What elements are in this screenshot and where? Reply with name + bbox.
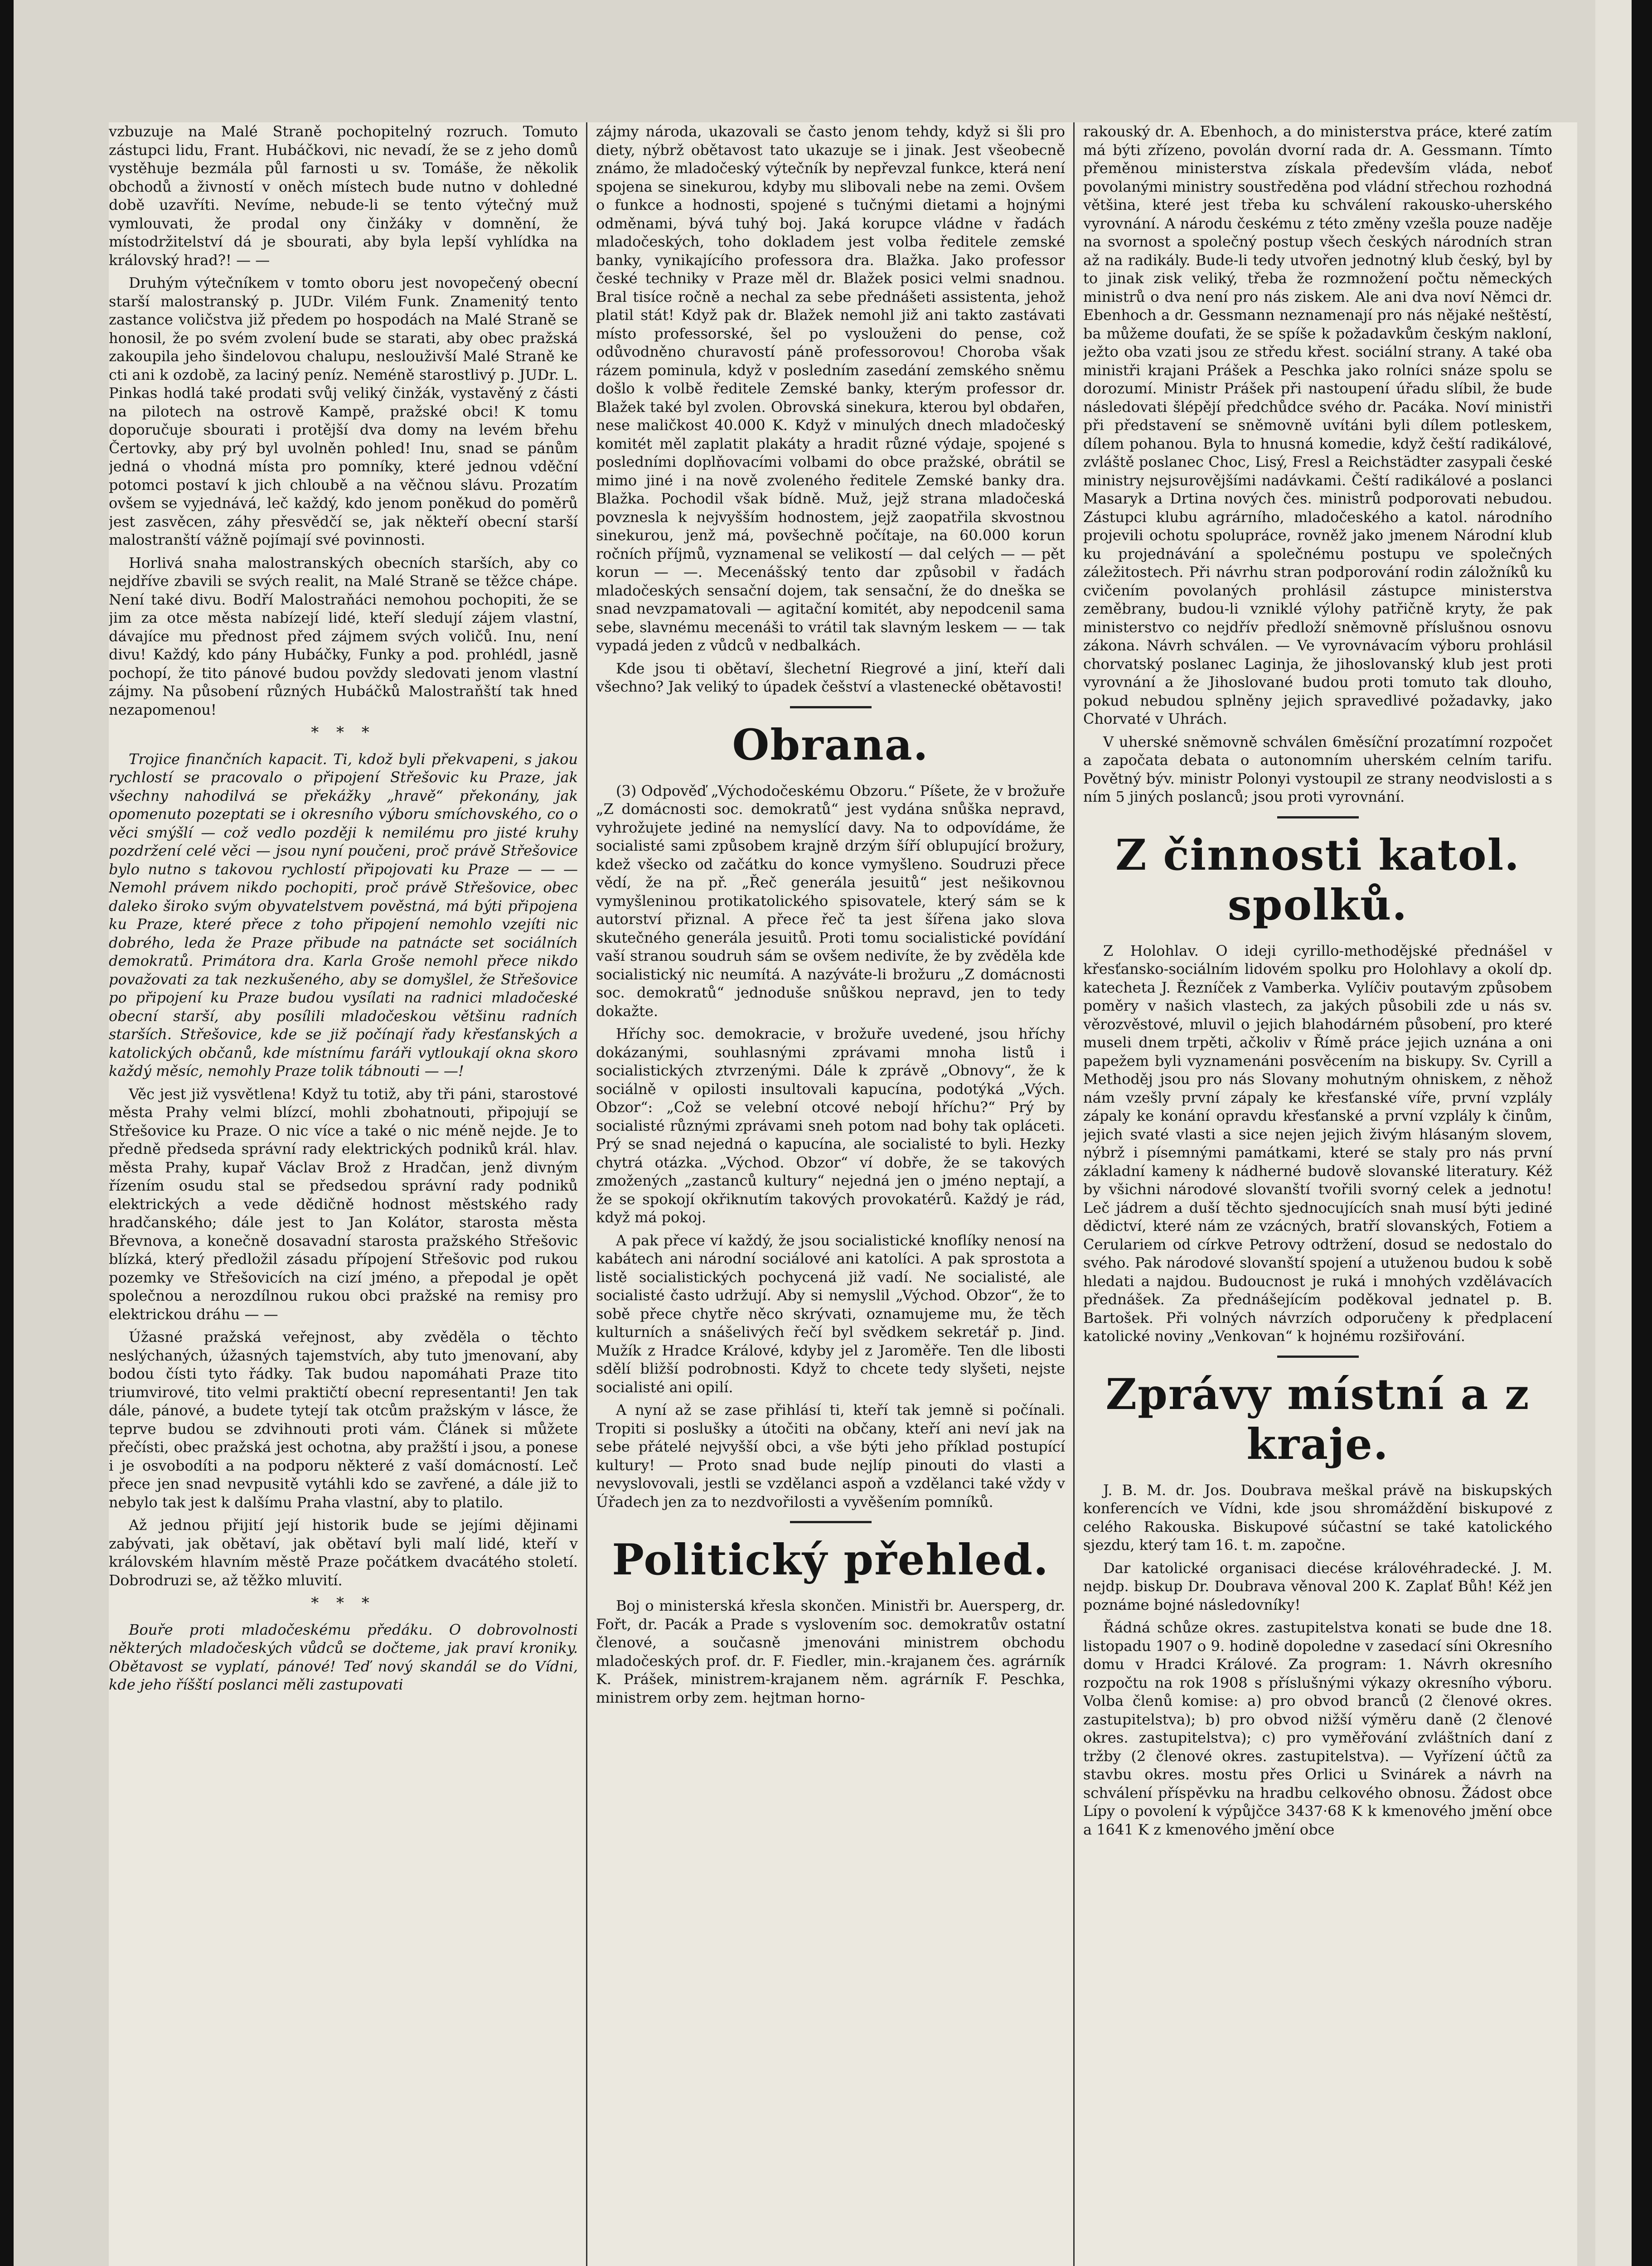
paragraph: A pak přece ví každý, že jsou socialistické knoflíky nenosí na kabátech ani národní sociálové ani katolíci. A pak sprostota a listě socialistických pochycená již vadí. Ne socialisté, ale socialisté často udržují. Aby si nemyslil „Východ. Obzor“, že to sobě přece chytře něco skrývati, oznamujeme mu, že těch kulturních a snášelivých řečí byl svědkem sekretář p. Jind. Mužík z Hradce Králové, kdyby jel z Jaroměře. Ten dle libosti sdělí bližší podrobnosti. Když to chcete tedy slyšeti, nejste socialisté ani opilí. (596, 1231, 1065, 1396)
paragraph: zájmy národa, ukazovali se často jenom tehdy, když si šli pro diety, nýbrž obětavost tato ukazuje se i jinak. Jest všeobecně známo, že mladočeský výtečník by nepřevzal funkce, která není spojena se sinekurou, kdyby mu slibovali nebe na zemi. Ovšem o funkce a hodnosti, spojené s tučnými dietami a hojnými odměnami, bývá tuhý boj. Jaká korupce vládne v řadách mladočeských, toho dokladem jest volba ředitele zemské banky, vynikajícího professora dra. Blažka. Jako professor české techniky v Praze měl dr. Blažek posici velmi snadnou. Bral tisíce ročně a nechal za sebe přednášeti assistenta, jehož platil stát! Když pak dr. Blažek nemohl již ani takto zastávati místo professorské, šel po vyslouženi do pense, což odůvodněno churavostí páně professorovou! Choroba však rázem pominula, když v posledním zasedání zemského sněmu došlo k volbě ředitele Zemské banky, kterým professor dr. Blažek také byl zvolen. Obrovská sinekura, kterou byl obdařen, nese maličkost 40.000 K. Když v minulých dnech mladočeský komitét měl zaplatit plakáty a hradit různé výdaje, spojené s posledními doplňovacími volbami do obce pražské, obrátil se mimo jiné i na nově zvoleného ředitele Zemské banky dra. Blažka. Pochodil však bídně. Muž, jejž strana mladočeská povznesla k nejvyšším hodnostem, jejž zaopatřila skvostnou sinekurou, jenž má, povšechně počítaje, na 60.000 korun ročních příjmů, vyznamenal se velikostí — dal celých — — pět korun — —. Mecenášský tento dar způsobil v řadách mladočeských sensační dojem, tak sensační, že do dneška se snad nevzpamatovali — agitační komitét, aby nepodcenil sama sebe, slavnému mecenáši to vrátil tak slavným leskem — — tak vypadá jeden z vůdců v nedbalkách. (596, 123, 1065, 654)
short-rule (790, 706, 872, 708)
scan-frame-left (0, 0, 14, 2266)
paragraph: Kde jsou ti obětaví, šlechetní Riegrové a jiní, kteří dali všechno? Jak veliký to úpadek češství a vlastenecké obětavosti! (596, 659, 1065, 695)
paragraph: Z Holohlav. O ideji cyrillo-methodějské přednášel v křesťansko-sociálním lidovém spolku pro Holohlavy a okolí dp. katecheta J. Řezníček z Vamberka. Vylíčiv poutavým způsobem poměry v našich vlastech, za jakých působili zde u nás sv. věrozvěstové, mluvil o jejich blahodárném působení, pro které museli dnem trpěti, ačkoliv v Římě práce jejich uznána a oni papežem byli vyznamenáni posvěcením na biskupy. Sv. Cyrill a Methoděj jsou pro nás Slovany mohutným ohniskem, z něhož nám vzešly první zápaly ke křesťanské víře, první vzplály zápaly ke konání opravdu křesťanské a první vzplály k činům, jejich svaté vlasti a sice nejen jejich živým hlásaným slovem, nýbrž i písemnými památkami, které se staly pro nás první základní kameny k nádherné budově slovanské literatury. Kéž by všichni národové slovanští tvořili svorný celek a jednotu! Leč jádrem a duší těchto sjednocujících snah musí býti jediné dědictví, které nám ze vzácných, bratří slovanských, Fotiem a Cerulariem od církve Petrovy odtržení, dosud se nedostalo do svého. Pak národové slovanští spojení a utuženou budou k sobě hledati a najdou. Budoucnost je ruká i mnohých vzdělávacích přednášek. Za přednášejícím poděkoval jednatel p. B. Bartošek. Při volných návrzích odporučeny k předplacení katolické noviny „Venkovan“ k hojnému rozšiřování. (1083, 942, 1552, 1345)
paragraph: vzbuzuje na Malé Straně pochopitelný rozruch. Tomuto zástupci lidu, Frant. Hubáčkovi, nic nevadí, že se z jeho domů vystěhuje bezmála půl farnosti u sv. Tomáše, že několik obchodů a živností v oněch místech bude nutno v dohledné době uzavříti. Nevíme, nebude-li se tento výtečný muž vymlouvati, že prodal ony činžáky v domnění, že místodržitelství dá je sbourati, aby byla lepší vyhlídka na královský hrad?! — — (109, 123, 578, 269)
column-1 (109, 122, 578, 2266)
section-heading-katol-spolky: Z činnosti katol. spolků. (1115, 830, 1521, 930)
paragraph: Horlivá snaha malostranských obecních starších, aby co nejdříve zbavili se svých realit, na Malé Straně se těžce chápe. Není také divu. Bodří Malostraňáci nemohou pochopiti, že se jim za otce města nabízejí lidé, kteří sledují zájem vlastní, dávajíce mu přednost před zájmem svých voličů. Inu, není divu! Každý, kdo pány Hubáčky, Funky a pod. prohlédl, jasně pochopí, že tito pánové budou povždy sledovati jenom vlastní zájmy. Na působení různých Hubáčků Malostraňští tak hned nezapomenou! (109, 554, 578, 718)
paragraph: Věc jest již vysvětlena! Když tu totiž, aby tři páni, starostové města Prahy velmi blízcí, mohli zbohatnouti, připojují se Střešovice ku Praze. O nic více a také o nic méně nejde. Je to předně předseda správní rady elektrických podniků král. hlav. města Prahy, kupař Václav Brož z Hradčan, jenž divným řízením osudu stal se předsedou správní rady podniků elektrických a vede dědičně hodnost městského rady hradčanského; dále jest to Jan Kolátor, starosta města Břevnova, a konečně dosavadní starosta pražského Střešovic blízká, který předložil zásadu přípojení Střešovic pod rukou pozemky ve Střešovicích na cizí jméno, a přepodal je opět společnou a nerozdílnou rukou obci pražské na remisy pro elektrickou dráhu — — (109, 1085, 578, 1323)
short-rule (790, 1521, 872, 1523)
column-rule (1073, 122, 1075, 2266)
paragraph: V uherské sněmovně schválen 6měsíční prozatímní rozpočet a započata debata o autonomním uherském celním tarifu. Povětný býv. ministr Polonyi vystoupil ze strany neodvislosti a s ním 5 jiných poslanců; jsou proti vyrovnání. (1083, 733, 1552, 805)
paragraph: Řádná schůze okres. zastupitelstva konati se bude dne 18. listopadu 1907 o 9. hodině dopoledne v zasedací síni Okresního domu v Hradci Králové. Za program: 1. Návrh okresního rozpočtu na rok 1908 s příslušnými výkazy okresního výboru. Volba členů komise: a) pro obvod branců (2 členové okres. zastupitelstva); b) pro obvod nižší výměru daně (2 členové okres. zastupitelstva); c) pro vyměřování zvláštních daní z tržby (2 členové okres. zastupitelstva). — Vyřízení účtů za stavbu okres. mostu přes Orlici u Svinárek a návrh na schválení příspěvku na hradbu celkového obnosu. Žádost obce Lípy o povolení k výpůjčce 3437·68 K k kmenového jmění obce a 1641 K z kmenového jmění obce (1083, 1619, 1552, 1838)
paragraph: Hříchy soc. demokracie, v brožuře uvedené, jsou hříchy dokázanými, souhlasnými zprávami mnoha listů i socialistických ztvrzenými. Dále k zprávě „Obnovy“, že k sociálně v opilosti insultovali kapucína, podotýká „Vých. Obzor“: „Což se velební otcové nebojí hříchu?“ Prý by socialisté různými zprávami sneh potom nad bohy tak opláceti. Prý se snad nejedná o kapucína, ale socialisté to byli. Hezky chytrá otázka. „Východ. Obzor“ ví dobře, že se takových zmožených „zastanců kultury“ nejedná jen o jméno neptají, a že se spokojí okřiknutím takových provokatérů. Každý je rád, když má pokoj. (596, 1025, 1065, 1226)
section-separator: * * * (311, 723, 376, 741)
section-heading-politicky-prehled: Politický přehled. (612, 1535, 1049, 1585)
section-separator: * * * (311, 1594, 376, 1612)
paragraph: Až jednou přijití její historik bude se jejími dějinami zabývati, jak obětaví, jak obětaví byli malí lidé, kteří v královském hlavním městě Praze počátkem dvacátého století. Dobrodruzi se, až těžko mluvití. (109, 1516, 578, 1589)
paragraph: J. B. M. dr. Jos. Doubrava meškal právě na biskupských konferencích ve Vídni, kde jsou shromáždění biskupové z celého Rakouska. Biskupové súčastní se také katolického sjezdu, který tam 16. t. m. započne. (1083, 1481, 1552, 1554)
article-trojice: Trojice finančních kapacit. Ti, kdož byli překvapeni, s jakou rychlostí se pracovalo o připojení Střešovic ku Praze, jak všechny nahodilvá se překážky „hravě“ překonány, jak opomenuto pozeptati se i okresního výboru smíchovského, co o věci smýšlí — což vedlo později k nemilému pro jisté kruhy pozdržení celé věci — jsou nyní poučeni, proč právě Střešovice bylo nutno s takovou rychlostí připojovati ku Praze — — — Nemohl právem nikdo pochopiti, proč právě Střešovice, obec daleko široko svým obyvatelstvem pověstná, má býti připojena ku Praze, které přece z toho připojení nemohlo vzejíti nic dobrého, leda že Praze přibude na patnácte set sociálních demokratů. Primátora dra. Karla Groše nemohl přece nikdo považovati za tak nezkušeného, aby se domyšlel, že Střešovice po připojení ku Praze budou vysílati na radnici mladočeské obecní starší, aby posílili mladočeskou většinu radních starších. Střešovice, kde se již počínají řady křesťanských a katolických občanů, kde místnímu faráři vytloukají okna skoro každý měsíc, nemohly Praze tolik tábnouti — —! (109, 750, 578, 1080)
paragraph: Druhým výtečníkem v tomto oboru jest novopečený obecní starší malostranský p. JUDr. Vilém Funk. Znamenitý tento zastance voličstva již předem po hospodách na Malé Straně se honosil, že po svém zvolení bude se starati, aby obec pražská zakoupila jeho šindelovou chalupu, neslouživší Malé Straně ke cti ani k ozdobě, za laciný peníz. Neméně starostlivý p. JUDr. L. Pinkas hodlá také prodati svůj veliký činžák, vystavěný z části na pilotech na ostrově Kampě, pražské obci! K tomu doporučuje sbourati i protější dva domy na levém břehu Čertovky, aby prý byl uvolněn pohled! Inu, snad se pánům jedná o vhodná místa pro pomníky, které jednou vděční potomci postaví k jich chloubě a na věčnou slávu. Prozatím ovšem se vyjednává, leč každý, kdo jenom poněkud do poměrů jest zasvěcen, záhy přesvědčí se, jak někteří obecní starší malostranští vážně pojímají své povinnosti. (109, 274, 578, 548)
paragraph: Úžasné pražská veřejnost, aby zvěděla o těchto neslýchaných, úžasných tajemstvích, aby tuto jmenovaní, aby bodou čísti tyto řádky. Tak budou napomáhati Praze tito triumvirové, tito velmi praktičtí obecní representanti! Jen tak dále, pánové, a budete tytejí tak otcům pražským v lásce, že teprve budou se zdvihnouti proti vám. Článek si můžete přečísti, obec pražská jest ochotna, aby pražští i jsou, a ponese i je osvobodíti a na podporu některé z vaší domácností. Leč přece jen snad nevpusitě vytáhli kdo se zavřené, a dále již to nebylo tak jest k dalšímu Praha vlastní, aby to platilo. (109, 1328, 578, 1511)
scan-margin-strip (1595, 0, 1632, 2266)
newspaper-page (109, 122, 1577, 2266)
short-rule (1277, 1356, 1359, 1358)
paragraph: Dar katolické organisaci diecése královéhradecké. J. M. nejdp. biskup Dr. Doubrava věnoval 200 K. Zaplať Bůh! Kéž jen poznáme bojné následovníky! (1083, 1559, 1552, 1613)
column-rule (586, 122, 587, 2266)
paragraph: Boj o ministerská křesla skončen. Ministři br. Auersperg, dr. Fořt, dr. Pacák a Prade s vyslovením soc. demokratův ostatní členové, a současně jmenováni ministrem obchodu mladočeských prof. dr. F. Fiedler, min.-krajanem čes. agrárník K. Prášek, ministrem-krajanem něm. agrárník F. Peschka, ministrem orby zem. hejtman horno- (596, 1597, 1065, 1706)
column-2 (596, 122, 1065, 2266)
article-boure: Bouře proti mladočeskému předáku. O dobrovolnosti některých mladočeských vůdců se dočteme, jak praví kroniky. Obětavost se vyplatí, pánové! Teď nový skandál se do Vídni, kde jeho říšští poslanci měli zastupovati (109, 1621, 578, 1693)
short-rule (1277, 816, 1359, 818)
section-heading-zpravy-mistni: Zprávy místní a z kraje. (1105, 1369, 1530, 1469)
paragraph: rakouský dr. A. Ebenhoch, a do ministerstva práce, které zatím má býti zřízeno, povolán dvorní rada dr. A. Gessmann. Tímto přeměnou ministerstva získala především vláda, neboť povolanými ministry soustředěna pod vládní střechou rozhodná většina, které jest třeba ku schválení rakousko-uherského vyrovnání. A národu českému z této změny vzešla pouze naděje na svornost a společný postup všech českých národních stran až na radikály. Bude-li tedy utvořen jednotný klub český, byl by to jinak zisk veliký, třeba že rozmnožení počtu německých ministrů o dva není pro nás ziskem. Ale ani dva noví Němci dr. Ebenhoch a dr. Gessmann neznamenají pro nás nějaké neštěstí, ba můžeme doufati, že se spíše k požadavkům českým nakloní, ježto oba vzati jsou ze středu křest. sociální strany. A také oba ministři krajani Prášek a Peschka jako rolníci snáze spolu se dorozumí. Ministr Prášek při nastoupení úřadu slíbil, že bude následovati šlépějí předchůdce svého dr. Pacáka. Noví ministři při představení se sněmovně uvítáni byli dílem potleskem, dílem pohanou. Byla to hnusná komedie, když čeští radikálové, zvláště poslanec Choc, Lisý, Fresl a Reichstädter zasypali české ministry nejsurovějšími nadávkami. Čeští radikálové a poslanci Masaryk a Drtina nových čes. ministrů podporovati nebudou. Zástupci klubu agrárního, mladočeského a katol. národního projevili ochotu spolupráce, rovněž jako jmenem Národní klub ku projednávání a společnému postupu ve společných záležitostech. Při návrhu stran podporování rodin záložníků ku cvičením povolaných prohlásil zástupce ministerstva zeměbrany, budou-li vzniklé výlohy patřičně kryty, že pak ministerstvo co nejdřív předloží sněmovně příslušnou osnovu zákona. Návrh schválen. — Ve vyrovnávacím výboru prohlásil chorvatský poslanec Laginja, že jihoslovanský klub jest proti vyrovnání a že Jihoslované budou proti tomuto tak dlouho, pokud nebudou splněny jejich spravedlivé požadavky, jako Chorvaté v Uhrách. (1083, 123, 1552, 727)
scan-frame-right (1632, 0, 1652, 2266)
section-heading-obrana: Obrana. (732, 720, 929, 770)
paragraph: (3) Odpověď „Východočeskému Obzoru.“ Píšete, že v brožuře „Z domácnosti soc. demokratů“ jest vydána snůška nepravd, vyhrožujete jediné na nemyslící davy. Na to odpovídáme, že socialisté sami způsobem krajně drzým šíří oblupující brožury, kdež všecko od začátku do konce vymyšleno. Soudruzi přece vědí, že na př. „Řeč generála jesuitů“ jest nešikovnou vymyšleninou protikatolického spisovatele, který sám se k autorství přiznal. A přece řeč ta jest šířena jako slova skutečného generála jesuitů. Proti tomu socialistické povídání vaší stranou soudruh sám se ovšem nedivíte, že by zvěděla kde socialistický nic neumítá. A nazýváte-li brožuru „Z domácnosti soc. demokratů“ jednoduše snůškou nepravd, jen to tedy dokažte. (596, 782, 1065, 1020)
column-3 (1083, 122, 1552, 2266)
paragraph: A nyní až se zase přihlásí ti, kteří tak jemně si počínali. Tropiti si poslušky a útočiti na občany, kteří ani neví jak na sebe přátelé nejvyšší obci, a vše býti jeho příklad postupící kultury! — Proto snad bude nejlíp pinouti do vlasti a nevyslovovali, jestli se vzdělanci aspoň a vzdělanci také vždy v Úřadech jen za to nezdvořilosti a vyvěšením pomníků. (596, 1401, 1065, 1511)
